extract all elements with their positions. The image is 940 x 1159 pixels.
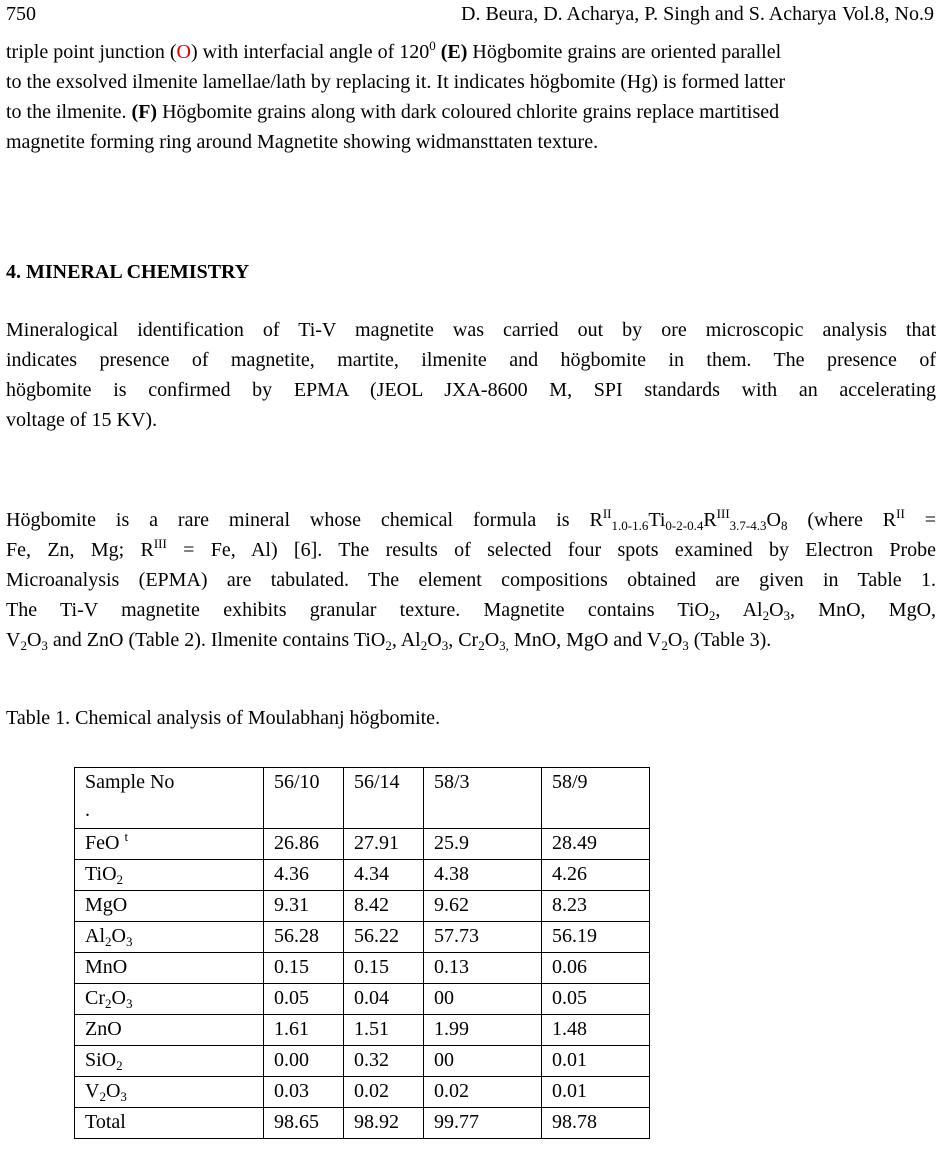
table-row — [75, 953, 650, 984]
text-line — [6, 595, 936, 625]
value-cell: 56.19 — [542, 922, 650, 953]
bold-label: (E) — [440, 41, 468, 63]
oxide-label — [75, 1046, 264, 1077]
table-row — [75, 860, 650, 891]
text-run: 58/9 — [552, 771, 588, 793]
text-run: högbomite is confirmed by EPMA (JEOL JXA-8600 M, SPI standards with an accelerating — [6, 379, 936, 401]
text-run: TiO — [85, 863, 117, 885]
text-run: triple point junction ( — [6, 41, 177, 63]
paragraph-figure-caption-continued — [6, 37, 936, 157]
subscript: 3 — [120, 1089, 127, 1104]
text-run: Total — [85, 1111, 126, 1133]
column-header — [542, 768, 650, 829]
subscript: 2 — [708, 608, 716, 623]
value-cell: 0.03 — [264, 1077, 344, 1108]
text-run: MgO — [85, 894, 128, 916]
subscript: 3 — [125, 934, 133, 949]
subscript: 8 — [780, 518, 788, 533]
text-run: , Al — [391, 629, 421, 651]
text-line — [6, 565, 936, 595]
text-run: . — [85, 799, 90, 821]
oxide-label — [75, 829, 264, 860]
text-run: Ti — [648, 509, 666, 531]
text-run: ZnO — [85, 1018, 122, 1040]
text-line — [6, 625, 936, 655]
value-cell: 8.42 — [344, 891, 424, 922]
value-cell: 0.00 — [264, 1046, 344, 1077]
value-cell: 1.61 — [264, 1015, 344, 1046]
text-line — [6, 375, 936, 405]
value-cell: 0.02 — [344, 1077, 424, 1108]
text-run: = Fe, Al) [6]. The results of selected four spots examined by Electron Probe — [166, 539, 936, 561]
subscript: 2 — [105, 996, 112, 1011]
subscript: 2 — [762, 608, 770, 623]
supscript: III — [153, 536, 167, 551]
subscript: 0-2-0.4 — [665, 518, 704, 533]
text-run: FeO — [85, 832, 125, 854]
value-cell: 8.23 — [542, 891, 650, 922]
text-run: Högbomite grains are oriented parallel — [467, 41, 782, 63]
subscript: 2 — [116, 872, 124, 887]
supscript: 0 — [429, 38, 436, 53]
text-run: ) with interfacial angle of 120 — [190, 41, 430, 63]
chemical-analysis-table — [74, 767, 650, 1139]
text-run: V — [6, 629, 21, 651]
subscript: 3.7-4.3 — [729, 518, 767, 533]
subscript: 2 — [105, 934, 112, 949]
text-run: , Al — [715, 599, 763, 621]
table-row — [75, 1015, 650, 1046]
supscript: t — [124, 829, 129, 844]
page-number: 750 — [6, 3, 36, 25]
value-cell: 4.34 — [344, 860, 424, 891]
value-cell: 9.62 — [424, 891, 542, 922]
value-cell: 28.49 — [542, 829, 650, 860]
text-run: O — [105, 1080, 121, 1102]
text-run: 56/10 — [274, 771, 320, 793]
text-run: to the exsolved ilmenite lamellae/lath by replacing it. It indicates högbomite (Hg) is formed latter — [6, 71, 786, 93]
table-row — [75, 1077, 650, 1108]
supscript: II — [602, 506, 612, 521]
table-caption: Table 1. Chemical analysis of Moulabhanj högbomite. — [6, 707, 441, 729]
text-run: 56/14 — [354, 771, 400, 793]
value-cell: 98.92 — [344, 1108, 424, 1139]
text-run: , Cr — [448, 629, 479, 651]
value-cell: 0.32 — [344, 1046, 424, 1077]
text-line — [6, 505, 936, 535]
authors: D. Beura, D. Acharya, P. Singh and S. Acharya — [461, 3, 837, 25]
text-run: indicates presence of magnetite, martite, ilmenite and högbomite in them. The presence of — [6, 349, 936, 371]
text-run: and ZnO (Table 2). Ilmenite contains TiO — [47, 629, 386, 651]
value-cell: 00 — [424, 1046, 542, 1077]
text-line — [6, 535, 936, 565]
text-run: MnO — [85, 956, 128, 978]
table-row — [75, 1108, 650, 1139]
oxide-label — [75, 953, 264, 984]
value-cell: 99.77 — [424, 1108, 542, 1139]
subscript: 3 — [441, 638, 449, 653]
section-heading: 4. MINERAL CHEMISTRY — [6, 261, 250, 283]
text-run: O — [769, 599, 784, 621]
text-run: Mineralogical identification of Ti-V magnetite was carried out by ore microscopic analysis that — [6, 319, 936, 341]
volume: Vol.8, No.9 — [842, 3, 934, 25]
subscript: 2 — [661, 638, 668, 653]
value-cell: 56.22 — [344, 922, 424, 953]
subscript: 3 — [41, 638, 48, 653]
text-line — [6, 127, 936, 157]
text-run: O — [427, 629, 442, 651]
text-line — [6, 405, 936, 435]
text-run: Microanalysis (EPMA) are tabulated. The element compositions obtained are given in Table 1. — [6, 569, 936, 591]
subscript: 2 — [20, 638, 27, 653]
table-row — [75, 891, 650, 922]
value-cell: 1.51 — [344, 1015, 424, 1046]
oxide-label — [75, 922, 264, 953]
subscript: 2 — [385, 638, 392, 653]
text-run: The Ti-V magnetite exhibits granular texture. Magnetite contains TiO — [6, 599, 709, 621]
value-cell: 0.05 — [264, 984, 344, 1015]
text-run: , MnO, MgO, — [790, 599, 936, 621]
text-run: 58/3 — [434, 771, 470, 793]
text-run: SiO — [85, 1049, 117, 1071]
text-run: R — [703, 509, 717, 531]
highlight-marker: O — [176, 41, 191, 63]
text-run: = — [904, 509, 936, 531]
subscript: 1.0-1.6 — [611, 518, 649, 533]
value-cell: 0.15 — [344, 953, 424, 984]
oxide-label — [75, 1015, 264, 1046]
value-cell: 98.78 — [542, 1108, 650, 1139]
text-line — [6, 67, 936, 97]
text-run: MnO, MgO and V — [508, 629, 662, 651]
text-run: Fe, Zn, Mg; R — [6, 539, 154, 561]
text-run: O — [766, 509, 781, 531]
value-cell: 0.01 — [542, 1077, 650, 1108]
text-run: Sample No — [85, 771, 175, 793]
value-cell: 27.91 — [344, 829, 424, 860]
column-header — [264, 768, 344, 829]
value-cell: 0.15 — [264, 953, 344, 984]
value-cell: 0.13 — [424, 953, 542, 984]
text-run: V — [85, 1080, 100, 1102]
table-row — [75, 829, 650, 860]
oxide-label — [75, 984, 264, 1015]
table-row — [75, 1046, 650, 1077]
column-header — [424, 768, 542, 829]
text-run: O — [484, 629, 500, 651]
subscript: 3 — [682, 638, 689, 653]
value-cell: 0.04 — [344, 984, 424, 1015]
subscript: 3 — [125, 996, 133, 1011]
supscript: III — [716, 506, 730, 521]
oxide-label — [75, 1077, 264, 1108]
text-line — [6, 37, 936, 67]
text-run: to the ilmenite. — [6, 101, 132, 123]
subscript: 2 — [420, 638, 428, 653]
table-header-row — [75, 768, 650, 829]
table-row — [75, 922, 650, 953]
text-run: Cr — [85, 987, 105, 1009]
bold-label: (F) — [131, 101, 158, 123]
paragraph-mineralogical-identification — [6, 315, 936, 435]
text-run: magnetite forming ring around Magnetite showing widmansttaten texture. — [6, 131, 599, 153]
subscript: 2 — [99, 1089, 106, 1104]
table-row — [75, 984, 650, 1015]
value-cell: 4.26 — [542, 860, 650, 891]
text-run: Högbomite is a rare mineral whose chemical formula is R — [6, 509, 603, 531]
text-run: O — [26, 629, 42, 651]
value-cell: 00 — [424, 984, 542, 1015]
value-cell: 0.02 — [424, 1077, 542, 1108]
text-run: (where R — [787, 509, 897, 531]
value-cell: 25.9 — [424, 829, 542, 860]
text-run: Al — [85, 925, 105, 947]
value-cell: 0.05 — [542, 984, 650, 1015]
value-cell: 1.99 — [424, 1015, 542, 1046]
text-line — [6, 97, 936, 127]
value-cell: 57.73 — [424, 922, 542, 953]
value-cell: 9.31 — [264, 891, 344, 922]
text-run: O — [111, 925, 126, 947]
oxide-label — [75, 860, 264, 891]
value-cell: 4.36 — [264, 860, 344, 891]
text-line — [6, 345, 936, 375]
text-run: O — [111, 987, 126, 1009]
text-run: Högbomite grains along with dark coloured chlorite grains replace martitised — [157, 101, 780, 123]
value-cell: 56.28 — [264, 922, 344, 953]
value-cell: 1.48 — [542, 1015, 650, 1046]
text-run: (Table 3). — [688, 629, 772, 651]
column-header — [75, 768, 264, 829]
subscript: 2 — [116, 1058, 123, 1073]
text-line — [6, 315, 936, 345]
value-cell: 26.86 — [264, 829, 344, 860]
value-cell: 98.65 — [264, 1108, 344, 1139]
supscript: II — [896, 506, 905, 521]
value-cell: 0.01 — [542, 1046, 650, 1077]
value-cell: 0.06 — [542, 953, 650, 984]
paragraph-hogbomite-formula — [6, 505, 936, 655]
text-run: O — [667, 629, 683, 651]
text-run: voltage of 15 KV). — [6, 409, 158, 431]
subscript: 3 — [783, 608, 791, 623]
running-header — [6, 0, 934, 28]
oxide-label — [75, 891, 264, 922]
subscript: 3, — [499, 638, 509, 653]
oxide-label — [75, 1108, 264, 1139]
subscript: 2 — [478, 638, 485, 653]
column-header — [344, 768, 424, 829]
value-cell: 4.38 — [424, 860, 542, 891]
